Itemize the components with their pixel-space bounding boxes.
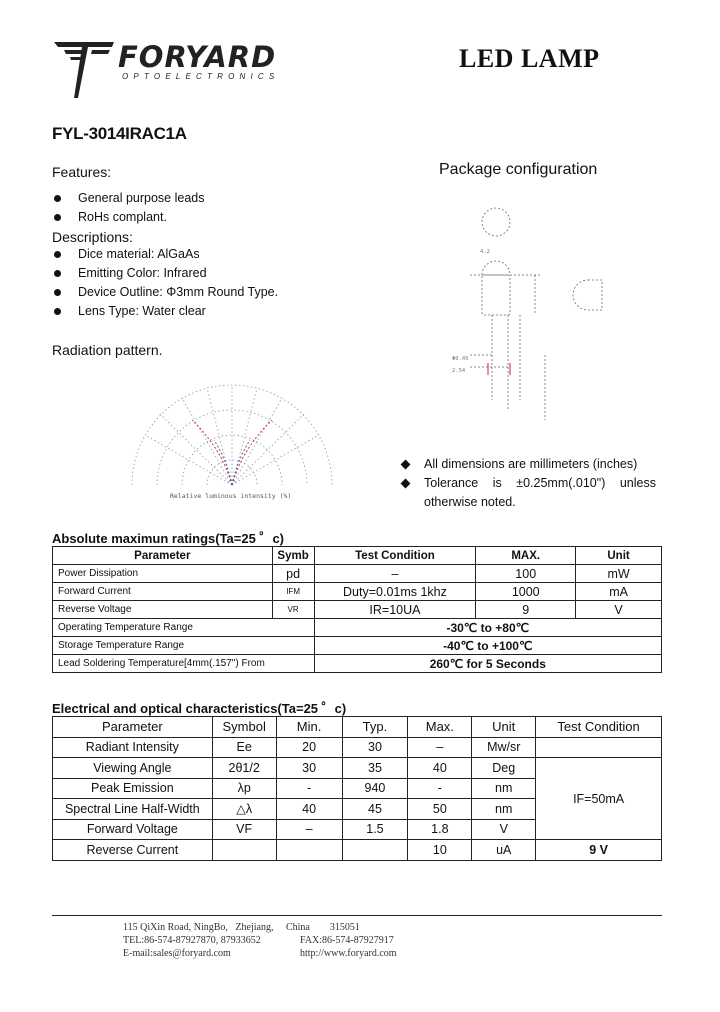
max-cell: 100 [476,565,576,583]
col-header: Test Condition [314,547,476,565]
unit-cell: V [576,601,662,619]
unit-cell: mW [576,565,662,583]
list-item: RoHs complant. [52,208,204,227]
symbol-cell [212,840,276,861]
table-row [53,637,662,655]
typ-cell: 940 [342,778,408,799]
symbol-cell: IFM [272,583,314,601]
min-cell: 20 [276,737,342,758]
note-item [400,455,656,474]
condition-cell [536,737,662,758]
max-cell: 40 [408,758,472,779]
typ-cell: 30 [342,737,408,758]
table-row [53,565,662,583]
param-cell: Forward Current [53,583,273,601]
typ-cell: 35 [342,758,408,779]
unit-cell: Mw/sr [472,737,536,758]
radiation-heading: Radiation pattern. [52,342,163,358]
condition-cell: 9 V [536,840,662,861]
unit-cell: mA [576,583,662,601]
min-cell [276,840,342,861]
table-row [53,758,662,779]
typ-cell: 45 [342,799,408,820]
footer-rule [52,915,662,916]
param-cell: Spectral Line Half-Width [53,799,213,820]
footer-website[interactable]: http://www.foryard.com [300,948,397,959]
unit-cell: nm [472,778,536,799]
symbol-cell: λp [212,778,276,799]
radiation-caption: Relative luminous intensity (%) [170,492,292,500]
col-header: Parameter [53,717,213,738]
symbol-cell: 2θ1/2 [212,758,276,779]
eo-heading: Electrical and optical characteristics(Ta=25 ゜c) [52,701,347,716]
typ-cell: 1.5 [342,819,408,840]
part-number: FYL-3014IRAC1A [52,124,187,143]
param-cell: Viewing Angle [53,758,213,779]
value-cell: 260℃ for 5 Seconds [314,655,661,673]
max-cell: 10 [408,840,472,861]
features-list [52,189,204,227]
foryard-logo-mark [52,40,116,100]
max-cell: 50 [408,799,472,820]
footer-address: 115 QiXin Road, NingBo, Zhejiang, China 315051 [123,922,360,933]
col-header: Symbol [212,717,276,738]
package-drawing [440,195,620,425]
table-row [53,737,662,758]
max-cell: – [408,737,472,758]
max-cell: 1000 [476,583,576,601]
col-header: Typ. [342,717,408,738]
max-cell: 9 [476,601,576,619]
eo-table [52,716,662,861]
abs-max-heading: Absolute maximun ratings(Ta=25 ゜c) [52,531,285,546]
col-header: MAX. [476,547,576,565]
note-continuation: otherwise noted. [424,495,516,509]
abs-max-table [52,546,662,673]
list-item: Lens Type: Water clear [52,302,278,321]
col-header: Unit [576,547,662,565]
value-cell: -30℃ to +80℃ [314,619,661,637]
param-cell: Power Dissipation [53,565,273,583]
value-cell: -40℃ to +100℃ [314,637,661,655]
table-row [53,601,662,619]
unit-cell: nm [472,799,536,820]
table-row [53,655,662,673]
param-cell: Reverse Current [53,840,213,861]
min-cell: 40 [276,799,342,820]
symbol-cell: △λ [212,799,276,820]
max-cell: - [408,778,472,799]
symbol-cell: pd [272,565,314,583]
col-header: Test Condition [536,717,662,738]
list-item: General purpose leads [52,189,204,208]
list-item: Dice material: AlGaAs [52,245,278,264]
note-text: Tolerance is ±0.25mm(.010") unless [424,476,656,490]
diamond-bullet-icon [401,460,411,470]
footer-tel: TEL:86-574-87927870, 87933652 [123,935,261,946]
condition-cell: – [314,565,476,583]
svg-text:2.54: 2.54 [452,368,466,374]
symbol-cell: VR [272,601,314,619]
param-cell: Radiant Intensity [53,737,213,758]
unit-cell: V [472,819,536,840]
col-header: Max. [408,717,472,738]
table-header-row [53,717,662,738]
min-cell: - [276,778,342,799]
svg-text:4.2: 4.2 [480,249,490,255]
table-row [53,840,662,861]
features-heading: Features: [52,164,112,180]
list-item: Emitting Color: Infrared [52,264,278,283]
param-cell: Peak Emission [53,778,213,799]
svg-text:Φ0.45: Φ0.45 [452,356,469,362]
param-cell: Reverse Voltage [53,601,273,619]
table-header-row [53,547,662,565]
footer-email[interactable]: E-mail:sales@foryard.com [123,948,231,959]
unit-cell: uA [472,840,536,861]
condition-cell: IR=10UA [314,601,476,619]
list-item: Device Outline: Φ3mm Round Type. [52,283,278,302]
note-text: All dimensions are millimeters (inches) [424,457,638,471]
package-heading: Package configuration [439,161,598,178]
col-header: Min. [276,717,342,738]
symbol-cell: VF [212,819,276,840]
min-cell: – [276,819,342,840]
descriptions-heading: Descriptions: [52,229,133,245]
note-item [400,474,656,493]
descriptions-list [52,245,278,321]
param-cell: Storage Temperature Range [53,637,315,655]
condition-cell: Duty=0.01ms 1khz [314,583,476,601]
radiation-pattern-diagram [122,380,342,500]
diamond-bullet-icon [401,479,411,489]
brand-name: FORYARD [118,40,277,74]
param-cell: Forward Voltage [53,819,213,840]
condition-cell-merged: IF=50mA [536,758,662,840]
unit-cell: Deg [472,758,536,779]
col-header: Unit [472,717,536,738]
table-row [53,583,662,601]
symbol-cell: Ee [212,737,276,758]
typ-cell [342,840,408,861]
brand-subtitle: OPTOELECTRONICS [122,72,280,81]
min-cell: 30 [276,758,342,779]
col-header: Symb [272,547,314,565]
dimension-notes [400,455,656,512]
document-title: LED LAMP [459,44,600,73]
table-row [53,619,662,637]
max-cell: 1.8 [408,819,472,840]
footer-fax: FAX:86-574-87927917 [300,935,394,946]
param-cell: Operating Temperature Range [53,619,315,637]
col-header: Parameter [53,547,273,565]
param-cell: Lead Soldering Temperature[4mm(.157") From [53,655,315,673]
